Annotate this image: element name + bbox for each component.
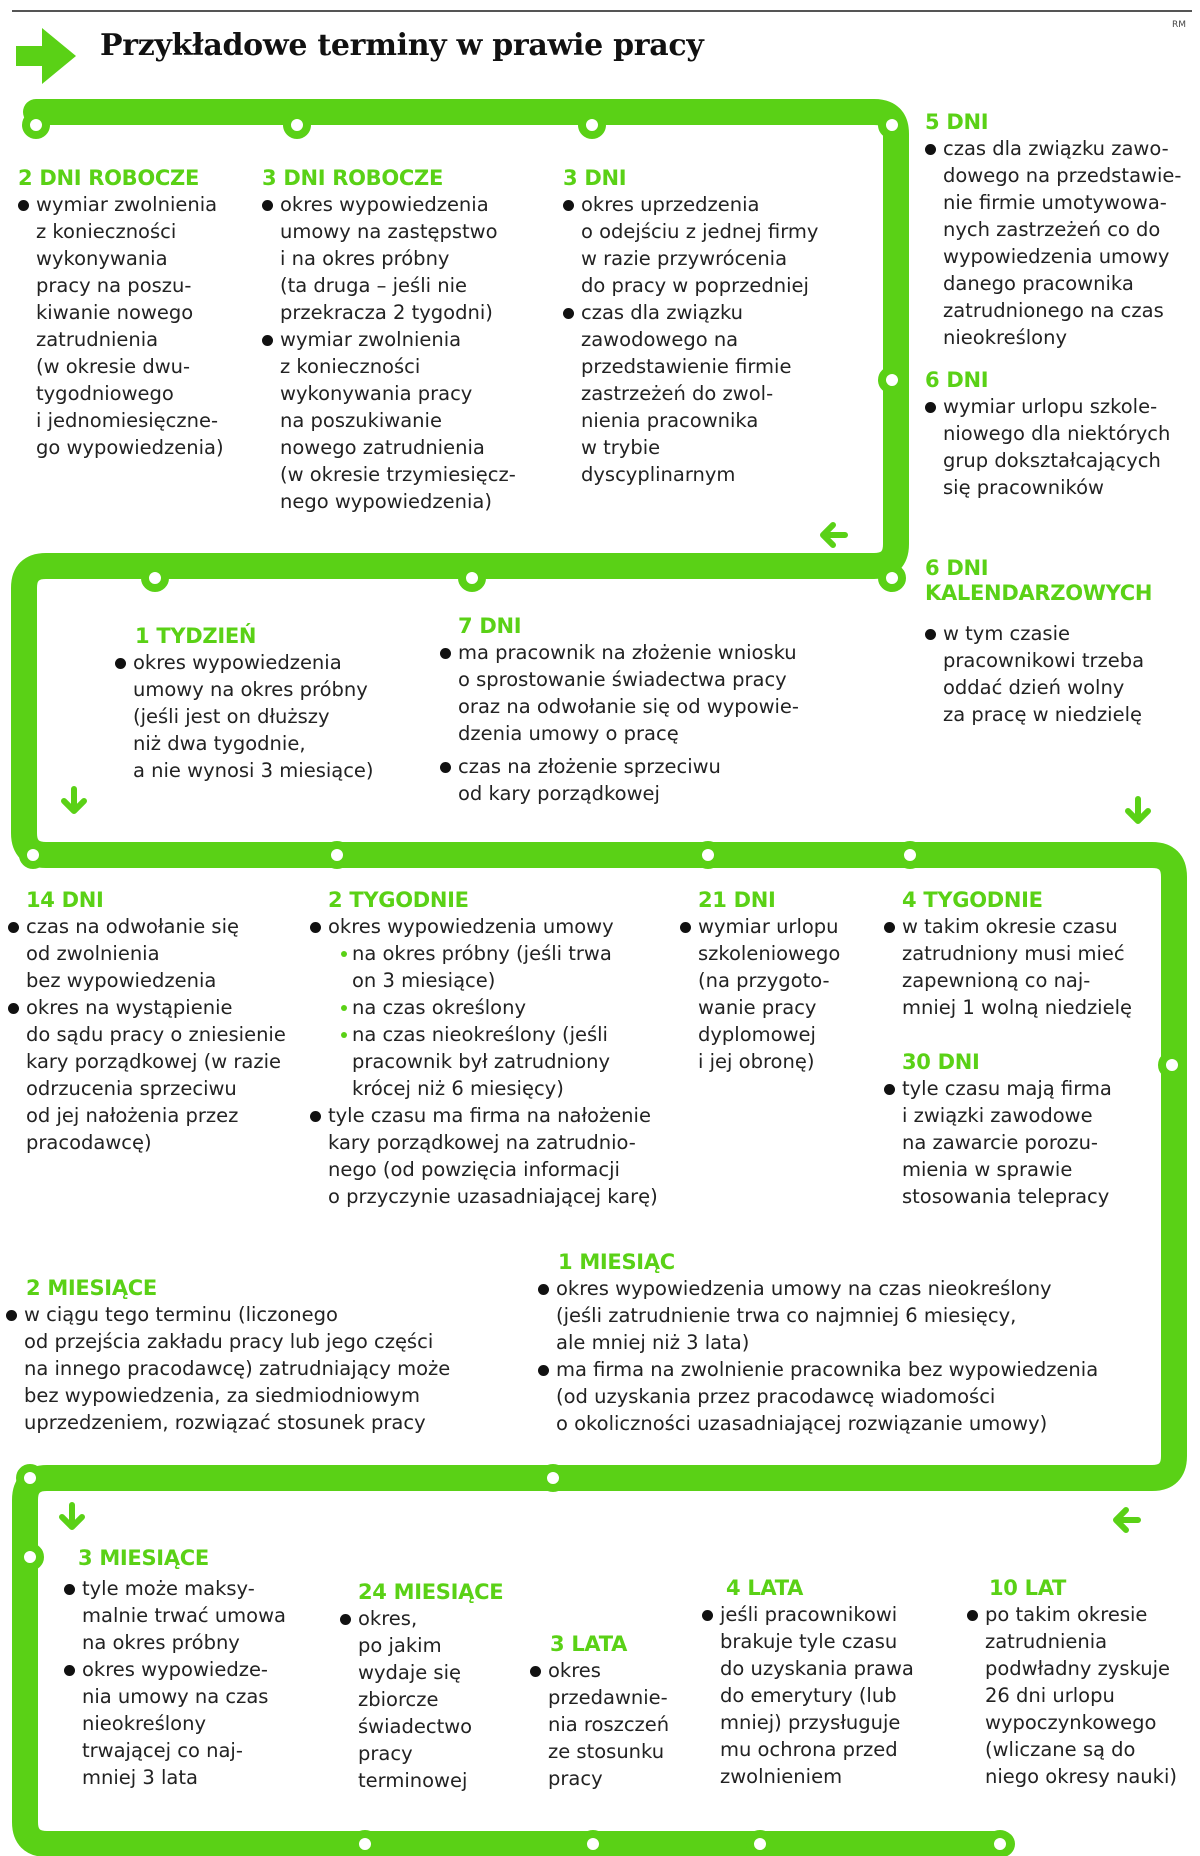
term-item: czas dla związku zawo- dowego na przedstawie- nie firmie umotywowa- nych zastrzeżeń co do wypowiedzenia umowy danego pracownika zatrudnionego na czas nieokreślony: [925, 135, 1195, 351]
arrow-down-icon: [1128, 799, 1148, 821]
arrow-down-icon: [62, 1505, 82, 1527]
term-heading: 2 MIESIĄCE: [26, 1276, 157, 1300]
term-heading: 2 TYGODNIE: [328, 888, 469, 912]
term-item: po takim okresie zatrudnienia podwładny zyskuje 26 dni urlopu wypoczynkowego (wliczane są do niego okresy nauki): [967, 1601, 1195, 1790]
term-3-dni-robocze: [262, 166, 552, 515]
node-6-dni: [882, 370, 902, 390]
term-heading: 4 LATA: [726, 1576, 804, 1600]
arrow-down-icon: [64, 789, 84, 811]
term-heading: 3 DNI ROBOCZE: [262, 166, 444, 190]
term-heading: 3 LATA: [550, 1632, 628, 1656]
term-item: w takim okresie czasu zatrudniony musi mieć zapewnioną co naj- mniej 1 wolną niedzielę: [884, 913, 1164, 1021]
term-2-dni-robocze: [18, 166, 253, 461]
term-heading: 2 DNI ROBOCZE: [18, 166, 200, 190]
term-item: w tym czasie pracownikowi trzeba oddać dzień wolny za pracę w niedzielę: [925, 620, 1195, 728]
node-4-lata: [750, 1834, 770, 1854]
node-3-dni-robocze: [287, 115, 307, 135]
term-14-dni: [8, 888, 308, 1156]
node-7-dni: [462, 568, 482, 588]
term-heading: 14 DNI: [26, 888, 104, 912]
term-4-tygodnie: [884, 888, 1164, 1021]
node-4-tygodnie: [900, 845, 920, 865]
node-2-dni-robocze: [26, 115, 46, 135]
term-item: okres na wystąpienie do sądu pracy o zniesienie kary porządkowej (w razie odrzucenia sprzeciwu od jej nałożenia przez pracodawcę): [8, 994, 308, 1156]
node-21-dni: [698, 845, 718, 865]
term-item: tyle czasu ma firma na nałożenie kary porządkowej na zatrudnio- nego (od powzięcia informacji o przyczynie uzasadniającej karę): [310, 1102, 690, 1210]
term-item: okres wypowiedze- nia umowy na czas nieokreślony trwającej co naj- mniej 3 lata: [64, 1656, 329, 1791]
term-item: okres wypowiedzenia umowy na okres próbny (jeśli trwa on 3 miesiące) na czas określony na czas nieokreślony (jeśli pracownik był zatrudniony krócej niż 6 miesięcy): [310, 913, 690, 1102]
term-item: wymiar zwolnienia z konieczności wykonywania pracy na poszu- kiwanie nowego zatrudnienia (w okresie dwu- tygodniowego i jednomiesięczne- go wypowiedzenia): [18, 191, 253, 461]
term-4-lata: [702, 1576, 947, 1790]
node-2-miesiace: [20, 1468, 40, 1488]
term-6-dni: [925, 368, 1195, 501]
term-item: ma firma na zwolnienie pracownika bez wypowiedzenia (od uzyskania przez pracodawcę wiadomości o okoliczności uzasadniającej rozwiązanie umowy): [538, 1356, 1158, 1437]
node-6-dni-kalendarzowych: [882, 568, 902, 588]
node-10-lat: [990, 1834, 1010, 1854]
term-2-tygodnie: [310, 888, 690, 1210]
term-2-miesiace: [6, 1276, 526, 1436]
node-2-tygodnie: [327, 845, 347, 865]
credit-label: RM: [1171, 20, 1186, 30]
node-3-lata: [583, 1834, 603, 1854]
term-subitem: na czas określony: [350, 994, 690, 1021]
term-heading: 5 DNI: [925, 110, 989, 134]
term-item: wymiar zwolnienia z konieczności wykonywania pracy na poszukiwanie nowego zatrudnienia (w okresie trzymiesięcz- nego wypowiedzenia): [262, 326, 552, 515]
term-30-dni: [884, 1050, 1159, 1210]
term-item: jeśli pracownikowi brakuje tyle czasu do uzyskania prawa do emerytury (lub mniej) przysługuje mu ochrona przed zwolnieniem: [702, 1601, 947, 1790]
term-heading: 3 MIESIĄCE: [78, 1546, 209, 1570]
term-item: okres, po jakim wydaje się zbiorcze świadectwo pracy terminowej: [340, 1605, 530, 1794]
term-subitem: na czas nieokreślony (jeśli pracownik był zatrudniony krócej niż 6 miesięcy): [350, 1021, 690, 1102]
term-heading: 21 DNI: [698, 888, 776, 912]
term-1-miesiac: [538, 1250, 1158, 1437]
term-item: okres przedawnie- nia roszczeń ze stosunku pracy: [530, 1657, 700, 1792]
arrow-left-icon: [1116, 1510, 1138, 1530]
term-heading: 7 DNI: [458, 614, 522, 638]
term-3-lata: [530, 1632, 700, 1792]
term-heading: 4 TYGODNIE: [902, 888, 1043, 912]
term-6-dni-kalendarzowych: [925, 556, 1195, 728]
term-item: okres uprzedzenia o odejściu z jednej firmy w razie przywrócenia do pracy w poprzedniej: [563, 191, 863, 299]
term-3-dni: [563, 166, 863, 488]
arrow-left-icon: [823, 525, 845, 545]
term-item: wymiar urlopu szkoleniowego (na przygoto- wanie pracy dyplomowej i jej obronę): [680, 913, 880, 1075]
term-item: w ciągu tego terminu (liczonego od przejścia zakładu pracy lub jego części na innego pracodawcę) zatrudniający może bez wypowiedzenia, za siedmiodniowym uprzedzeniem, rozwiązać stosunek pracy: [6, 1301, 526, 1436]
term-item: czas na odwołanie się od zwolnienia bez wypowiedzenia: [8, 913, 308, 994]
term-3-miesiace: [64, 1546, 329, 1791]
term-heading: 1 MIESIĄC: [558, 1250, 675, 1274]
term-heading: 24 MIESIĄCE: [358, 1580, 504, 1604]
node-5-dni: [882, 115, 902, 135]
node-3-dni: [582, 115, 602, 135]
term-item: okres wypowiedzenia umowy na okres próbny (jeśli jest on dłuższy niż dwa tygodnie, a nie wynosi 3 miesiące): [115, 649, 415, 784]
term-24-miesiace: [340, 1580, 530, 1794]
term-item: czas na złożenie sprzeciwu od kary porządkowej: [440, 753, 860, 807]
term-item: okres wypowiedzenia umowy na zastępstwo i na okres próbny (ta druga – jeśli nie przekracza 2 tygodni): [262, 191, 552, 326]
term-heading: 30 DNI: [902, 1050, 980, 1074]
term-21-dni: [680, 888, 880, 1075]
term-heading: 1 TYDZIEŃ: [135, 624, 257, 648]
term-item: okres wypowiedzenia umowy na czas nieokreślony (jeśli zatrudnienie trwa co najmniej 6 miesięcy, ale mniej niż 3 lata): [538, 1275, 1158, 1356]
term-item: wymiar urlopu szkole- niowego dla niektórych grup dokształcających się pracowników: [925, 393, 1195, 501]
term-subitem: na okres próbny (jeśli trwa on 3 miesiące): [350, 940, 690, 994]
term-heading: 6 DNI KALENDARZOWYCH: [925, 556, 1153, 605]
term-item: tyle może maksy- malnie trwać umowa na okres próbny: [64, 1575, 329, 1656]
node-24-miesiace: [355, 1834, 375, 1854]
node-3-miesiace: [20, 1547, 40, 1567]
term-heading: 10 LAT: [989, 1576, 1067, 1600]
term-item: tyle czasu mają firma i związki zawodowe na zawarcie porozu- mienia w sprawie stosowania telepracy: [884, 1075, 1159, 1210]
term-7-dni: [440, 614, 860, 807]
node-30-dni: [1162, 1055, 1182, 1075]
node-1-miesiac: [543, 1468, 563, 1488]
term-10-lat: [967, 1576, 1195, 1790]
page-title: Przykładowe terminy w prawie pracy: [100, 28, 704, 63]
node-14-dni: [23, 845, 43, 865]
node-1-tydzien: [145, 568, 165, 588]
term-item: ma pracownik na złożenie wniosku o sprostowanie świadectwa pracy oraz na odwołanie się od wypowie- dzenia umowy o pracę: [440, 639, 860, 747]
term-item: czas dla związku zawodowego na przedstawienie firmie zastrzeżeń do zwol- nienia pracownika w trybie dyscyplinarnym: [563, 299, 863, 488]
term-heading: 3 DNI: [563, 166, 627, 190]
term-1-tydzien: [115, 624, 415, 784]
term-5-dni: [925, 110, 1195, 351]
term-heading: 6 DNI: [925, 368, 989, 392]
